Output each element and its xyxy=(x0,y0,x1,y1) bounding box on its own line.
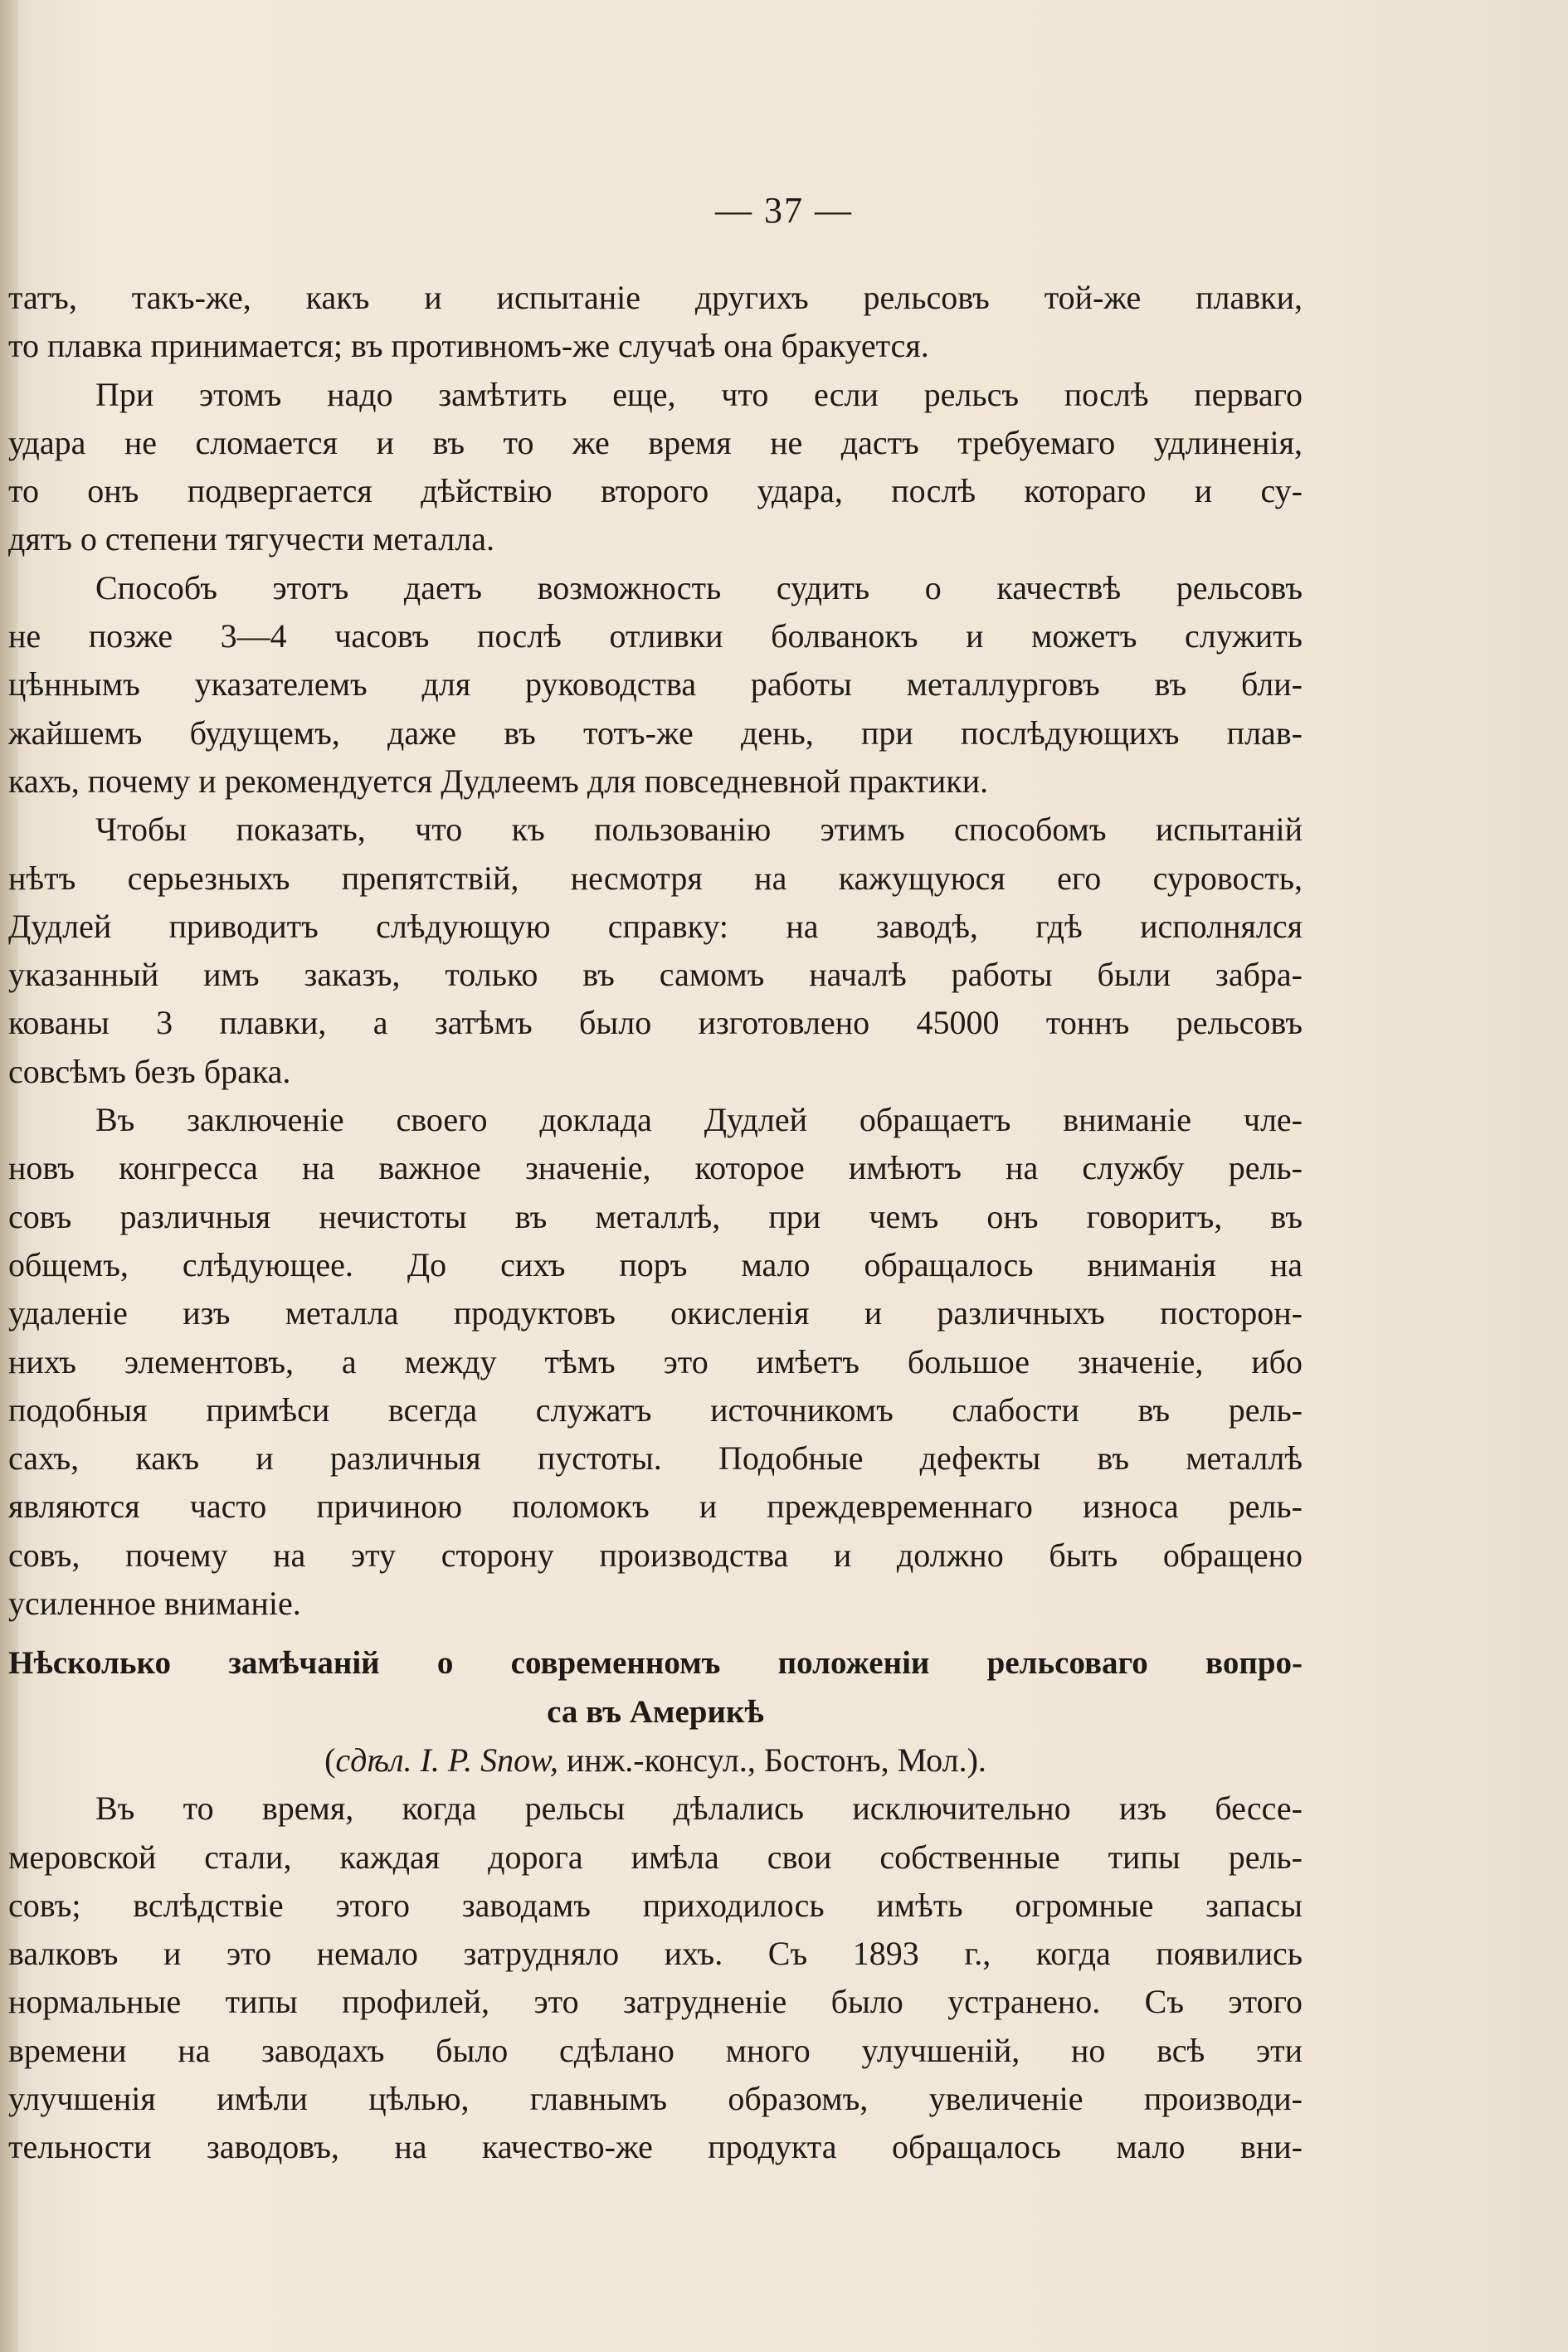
text-line: то плавка принимается; въ противномъ-же случаѣ она бракуется. xyxy=(8,327,929,365)
text-line: меровской стали, каждая дорога имѣла свои собственные типы рель- xyxy=(8,1838,1303,1876)
text-line: совсѣмъ безъ брака. xyxy=(8,1052,291,1090)
text-line: улучшенія имѣли цѣлью, главнымъ образомъ, увеличеніе производи- xyxy=(8,2079,1303,2117)
heading-line: Нѣсколько замѣчаній о современномъ положеніи рельсоваго вопро- xyxy=(8,1645,1303,1682)
text-line: то онъ подвергается дѣйствію второго удара, послѣ котораго и су- xyxy=(8,472,1303,510)
text-line: нѣтъ серьезныхъ препятствій, несмотря на кажущуюся его суровость, xyxy=(8,859,1303,897)
text-line: совъ, почему на эту сторону производства и должно быть обращено xyxy=(8,1536,1303,1574)
heading-line: са въ Америкѣ xyxy=(547,1693,764,1730)
page-body xyxy=(8,274,1303,2172)
byline-open-paren: ( xyxy=(324,1741,336,1779)
text-line: совъ различныя нечистоты въ металлѣ, при чемъ онъ говоритъ, въ xyxy=(8,1197,1303,1235)
text-line: совъ; вслѣдствіе этого заводамъ приходилось имѣть огромные запасы xyxy=(8,1886,1303,1924)
text-line: удаленіе изъ металла продуктовъ окисленія и различныхъ посторон- xyxy=(8,1294,1303,1332)
text-line: Чтобы показать, что къ пользованію этимъ способомъ испытаній xyxy=(95,811,1303,849)
text-line: Дудлей приводитъ слѣдующую справку: на заводѣ, гдѣ исполнялся xyxy=(8,907,1303,945)
text-line: удара не сломается и въ то же время не дастъ требуемаго удлиненія, xyxy=(8,423,1303,461)
text-line: Въ то время, когда рельсы дѣлались исключительно изъ бессе- xyxy=(95,1790,1303,1828)
text-line: нормальные типы профилей, это затрудненіе было устранено. Съ этого xyxy=(8,1983,1303,2021)
text-line: являются часто причиною поломокъ и преждевременнаго износа рель- xyxy=(8,1488,1303,1526)
paragraph-5 xyxy=(8,1096,1303,1628)
section-byline xyxy=(8,1736,1303,1785)
paragraph-4 xyxy=(8,806,1303,1096)
section-spacer xyxy=(8,1628,1303,1639)
text-line: татъ, такъ-же, какъ и испытаніе другихъ рельсовъ той-же плавки, xyxy=(8,279,1303,316)
text-line: нихъ элементовъ, а между тѣмъ это имѣетъ большое значеніе, ибо xyxy=(8,1342,1303,1381)
page-number: — 37 — xyxy=(715,190,853,231)
text-line: времени на заводахъ было сдѣлано много улучшеній, но всѣ эти xyxy=(8,2031,1303,2069)
text-line: цѣннымъ указателемъ для руководства работы металлурговъ въ бли- xyxy=(8,665,1303,704)
section-heading xyxy=(8,1639,1303,1736)
text-line: общемъ, слѣдующее. До сихъ поръ мало обращалось вниманія на xyxy=(8,1245,1303,1283)
text-line: усиленное вниманіе. xyxy=(8,1585,301,1623)
text-line: новъ конгресса на важное значеніе, которое имѣютъ на службу рель- xyxy=(8,1149,1303,1187)
text-line: кахъ, почему и рекомендуется Дудлеемъ для повседневной практики. xyxy=(8,762,989,800)
text-line: дятъ о степени тягучести металла. xyxy=(8,520,494,558)
text-line: валковъ и это немало затрудняло ихъ. Съ 1893 г., когда появились xyxy=(8,1935,1303,1973)
text-line: жайшемъ будущемъ, даже въ тотъ-же день, при послѣдующихъ плав- xyxy=(8,713,1303,752)
text-line: Въ заключеніе своего доклада Дудлей обращаетъ вниманіе чле- xyxy=(95,1101,1303,1139)
byline-author: сдѣл. I. P. Snow, xyxy=(335,1741,558,1779)
paragraph-2 xyxy=(8,371,1303,564)
text-line: кованы 3 плавки, а затѣмъ было изготовлено 45000 тоннъ рельсовъ xyxy=(8,1004,1303,1042)
text-line: указанный имъ заказъ, только въ самомъ началѣ работы были забра- xyxy=(8,956,1303,994)
paragraph-1 xyxy=(8,274,1303,371)
byline-rest: инж.-консул., Бостонъ, Мол.). xyxy=(558,1741,986,1779)
text-line: сахъ, какъ и различныя пустоты. Подобные дефекты въ металлѣ xyxy=(8,1439,1303,1478)
text-line: Способъ этотъ даетъ возможность судить о качествѣ рельсовъ xyxy=(95,568,1303,606)
text-line: не позже 3—4 часовъ послѣ отливки болванокъ и можетъ служить xyxy=(8,617,1303,655)
text-line: тельности заводовъ, на качество-же продукта обращалось мало вни- xyxy=(8,2128,1303,2166)
text-line: подобныя примѣси всегда служатъ источникомъ слабости въ рель- xyxy=(8,1390,1303,1429)
text-line: При этомъ надо замѣтить еще, что если рельсъ послѣ перваго xyxy=(95,375,1303,413)
section-paragraph xyxy=(8,1785,1303,2171)
paragraph-3 xyxy=(8,564,1303,806)
